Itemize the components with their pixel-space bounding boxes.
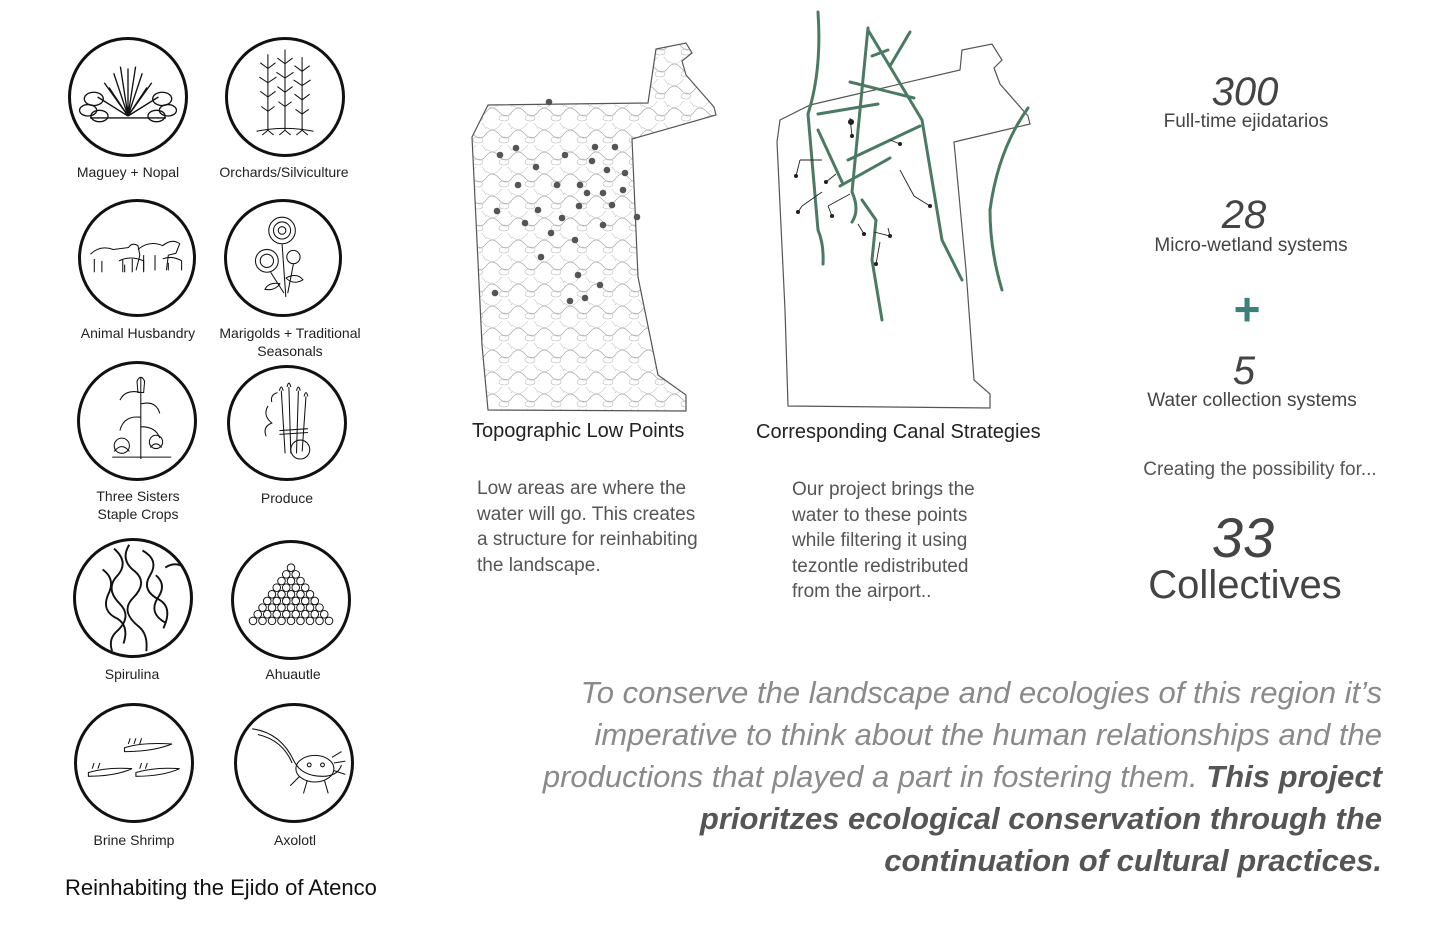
possibility-lead: Creating the possibility for... xyxy=(1143,459,1377,480)
icon-label: Marigolds + Traditional Seasonals xyxy=(219,325,361,359)
produce-icon xyxy=(227,365,347,481)
stat-collectives-label: Collectives xyxy=(1148,563,1342,607)
icon-label: Axolotl xyxy=(273,832,317,848)
axolotl-icon xyxy=(234,703,354,823)
marigold-icon xyxy=(224,199,342,317)
stat-ejidatarios-number: 300 xyxy=(1211,70,1279,114)
corn-icon xyxy=(77,361,197,481)
agave-icon xyxy=(68,37,188,157)
canal-map-title: Corresponding Canal Strategies xyxy=(756,421,1041,443)
page-title: Reinhabiting the Ejido of Atenco xyxy=(65,875,377,900)
topographic-map xyxy=(460,35,730,420)
icon-label: Maguey + Nopal xyxy=(76,164,180,180)
topographic-map-title: Topographic Low Points xyxy=(472,420,685,442)
spirulina-icon xyxy=(73,538,193,658)
icon-label: Orchards/Silviculture xyxy=(219,164,349,180)
stat-ejidatarios-label: Full-time ejidatarios xyxy=(1163,111,1329,132)
livestock-icon xyxy=(78,199,196,317)
mission-statement-text: To conserve the landscape and ecologies of this region it’s imperative to think about the human relationships and the productions that played a part in fostering them. xyxy=(542,675,1382,794)
mission-statement xyxy=(540,672,1382,882)
canal-description: Our project brings the water to these points while filtering it using tezontle redistributed from the airport.. xyxy=(792,479,975,602)
icon-label: Spirulina xyxy=(104,666,160,682)
stat-water-number: 5 xyxy=(1232,349,1256,393)
canal-map xyxy=(740,10,1040,410)
eggs-icon xyxy=(231,540,351,660)
plus-sign: + xyxy=(1233,283,1261,335)
stat-water-label: Water collection systems xyxy=(1147,390,1357,411)
icon-label: Animal Husbandry xyxy=(80,325,196,341)
icon-label: Three Sisters Staple Crops xyxy=(96,488,180,522)
icon-label: Brine Shrimp xyxy=(93,832,175,848)
topographic-description: Low areas are where the water will go. This creates a structure for reinhabiting the landscape. xyxy=(477,478,698,576)
icon-label: Ahuautle xyxy=(265,666,321,682)
icon-label: Produce xyxy=(260,490,314,506)
stat-wetlands-label: Micro-wetland systems xyxy=(1154,235,1348,256)
mission-statement-emphasis: This project prioritzes ecological conservation through the continuation of cultural practices. xyxy=(699,759,1382,878)
stat-wetlands-number: 28 xyxy=(1221,193,1267,237)
shrimp-icon xyxy=(74,703,194,823)
stat-collectives-number: 33 xyxy=(1211,506,1275,569)
trees-icon xyxy=(225,37,345,157)
